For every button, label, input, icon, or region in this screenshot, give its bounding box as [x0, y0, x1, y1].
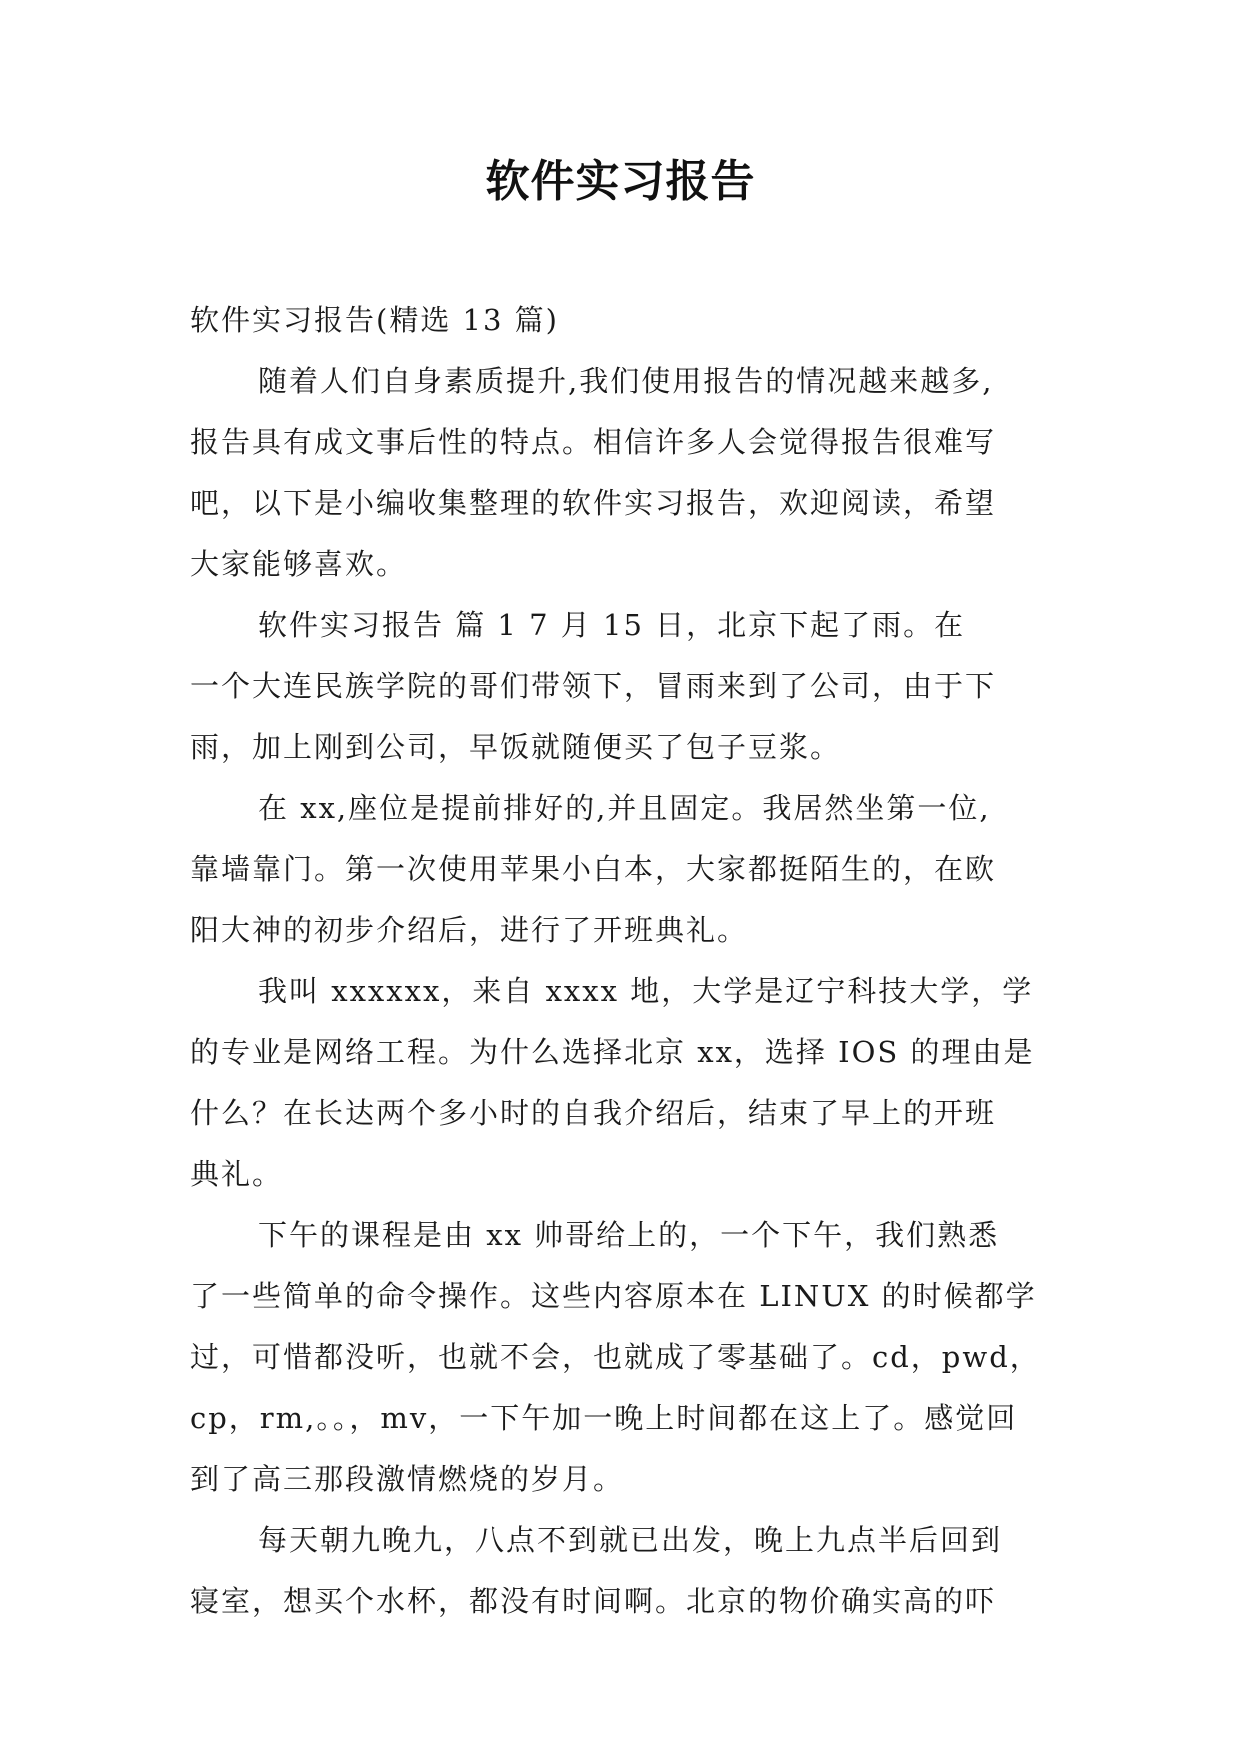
body-line: 下午的课程是由 xx 帅哥给上的，一个下午，我们熟悉	[258, 1218, 1000, 1252]
body-line: 的专业是网络工程。为什么选择北京 xx，选择 IOS 的理由是	[190, 1035, 1035, 1069]
body-line: 寝室，想买个水杯，都没有时间啊。北京的物价确实高的吓	[190, 1584, 997, 1618]
body-line: 雨，加上刚到公司，早饭就随便买了包子豆浆。	[190, 730, 842, 764]
body-line: 软件实习报告 篇 1 7 月 15 日，北京下起了雨。在	[258, 608, 966, 642]
body-line: 软件实习报告(精选 13 篇)	[190, 303, 559, 337]
body-line: 过，可惜都没听，也就不会，也就成了零基础了。cd，pwd，	[190, 1340, 1041, 1374]
body-line: 吧，以下是小编收集整理的软件实习报告，欢迎阅读，希望	[190, 486, 997, 520]
body-line: 了一些简单的命令操作。这些内容原本在 LINUX 的时候都学	[190, 1279, 1037, 1313]
body-line: 每天朝九晚九，八点不到就已出发，晚上九点半后回到	[258, 1523, 1003, 1557]
body-line: 我叫 xxxxxx，来自 xxxx 地，大学是辽宁科技大学，学	[258, 974, 1034, 1008]
body-line: 一个大连民族学院的哥们带领下，冒雨来到了公司，由于下	[190, 669, 997, 703]
body-line: 靠墙靠门。第一次使用苹果小白本，大家都挺陌生的，在欧	[190, 852, 997, 886]
document-body	[190, 290, 1052, 1632]
document-title: 软件实习报告	[485, 156, 756, 207]
body-line: 大家能够喜欢。	[190, 547, 408, 581]
body-line: 报告具有成文事后性的特点。相信许多人会觉得报告很难写	[190, 425, 997, 459]
body-line: 阳大神的初步介绍后，进行了开班典礼。	[190, 913, 749, 947]
body-line: 在 xx,座位是提前排好的,并且固定。我居然坐第一位,	[258, 791, 991, 825]
body-line: cp，rm,。。，mv，一下午加一晚上时间都在这上了。感觉回	[190, 1401, 1018, 1435]
body-line: 典礼。	[190, 1157, 284, 1191]
body-line: 到了高三那段激情燃烧的岁月。	[190, 1462, 625, 1496]
body-line: 随着人们自身素质提升,我们使用报告的情况越来越多,	[258, 364, 994, 398]
body-line: 什么？在长达两个多小时的自我介绍后，结束了早上的开班	[190, 1096, 997, 1130]
